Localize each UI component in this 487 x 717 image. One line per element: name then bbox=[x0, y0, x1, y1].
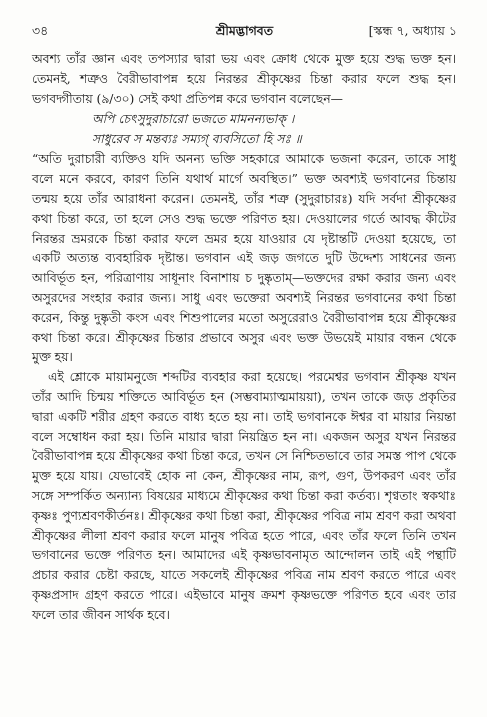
verse-line-1: অপি চেৎসুদুরাচারো ভজতে মামনন্যভাক্ । bbox=[92, 112, 295, 127]
verse-line-2: সাধুরেব স মন্তব্যঃ সম্যগ্ ব্যবসিতো হি সঃ ॥ bbox=[92, 131, 302, 146]
verse-quote bbox=[92, 110, 456, 149]
paragraph-translation: “অতি দুরাচারী ব্যক্তিও যদি অনন্য ভক্তি সহকারে আমাকে ভজনা করেন, তাকে সাধু বলে মনে করবে, কারণ তিনি যথার্থ মার্গে অবস্থিত।” ভক্ত অবশ্যই ভগবানের চিন্তায় তন্ময় হয়ে তাঁর আরাধনা করেন। তেমনই, তাঁর শত্রু (সুদুরাচারঃ) যদি সর্বদা শ্রীকৃষ্ণের কথা চিন্তা করে, তা হলে সেও শুদ্ধ ভক্তে পরিণত হয়। দেওয়ালের গর্তে আবদ্ধ কীটের নিরন্তর ভ্রমরকে চিন্তা করার ফলে ভ্রমর হয়ে যাওয়ার যে দৃষ্টান্তটি দেওয়া হয়েছে, তা একটি অত্যন্ত ব্যবহারিক দৃষ্টান্ত। ভগবান এই জড় জগতে দুটি উদ্দেশ্য সাধনের জন্য আবির্ভূত হন, পরিত্রাণায় সাধূনাং বিনাশায় চ দুষ্কৃতাম্—ভক্তদের রক্ষা করার জন্য এবং অসুরদের সংহার করার জন্য। সাধু এবং ভক্তেরা অবশ্যই নিরন্তর ভগবানের কথা চিন্তা করেন, কিন্তু দুষ্কৃতী কংস এবং শিশুপালের মতো অসুরেরাও বৈরীভাবাপন্ন হয়ে শ্রীকৃষ্ণের কথা চিন্তা করে। শ্রীকৃষ্ণের চিন্তার প্রভাবে অসুর এবং ভক্ত উভয়েই মায়ার বন্ধন থেকে মুক্ত হয়। bbox=[32, 152, 456, 365]
paragraph-explanation: এই শ্লোকে মায়ামনুজে শব্দটির ব্যবহার করা হয়েছে। পরমেশ্বর ভগবান শ্রীকৃষ্ণ যখন তাঁর আদি চিন্ময় শক্তিতে আবির্ভূত হন (সম্ভবাম্যাত্মমায়য়া), তখন তাকে জড় প্রকৃতির দ্বারা একটি শরীর গ্রহণ করতে বাধ্য হতে হয় না। তাই ভগবানকে ঈশ্বর বা মায়ার নিয়ন্তা বলে সম্বোধন করা হয়। তিনি মায়ার দ্বারা নিয়ন্ত্রিত হন না। একজন অসুর যখন নিরন্তর বৈরীভাবাপন্ন হয়ে শ্রীকৃষ্ণের কথা চিন্তা করে, তখন সে নিশ্চিতভাবে তার সমস্ত পাপ থেকে মুক্ত হয়ে যায়। যেভাবেই হোক না কেন, শ্রীকৃষ্ণের নাম, রূপ, গুণ, উপকরণ এবং তাঁর সঙ্গে সম্পর্কিত অন্যান্য বিষয়ের মাধ্যমে শ্রীকৃষ্ণের কথা চিন্তা করা কর্তব্য। শৃণ্বতাং স্বকথাঃ কৃষ্ণঃ পুণ্যশ্রবণকীর্তনঃ। শ্রীকৃষ্ণের কথা চিন্তা করা, শ্রীকৃষ্ণের পবিত্র নাম শ্রবণ করা অথবা শ্রীকৃষ্ণের লীলা শ্রবণ করার ফলে মানুষ পবিত্র হতে পারে, এবং তাঁর ফলে তিনি তখন ভগবানের ভক্তে পরিণত হন। আমাদের এই কৃষ্ণভাবনামৃত আন্দোলন তাই এই পন্থাটি প্রচার করার চেষ্টা করছে, যাতে সকলেই শ্রীকৃষ্ণের পবিত্র নাম শ্রবণ করতে পারে এবং কৃষ্ণপ্রসাদ গ্রহণ করতে পারে। এইভাবে মানুষ ক্রমশ কৃষ্ণভক্তে পরিণত হবে এবং তার ফলে তার জীবন সার্থক হবে। bbox=[32, 370, 456, 622]
section-reference: [স্কন্ধ ৭, অধ্যায় ১ bbox=[368, 23, 457, 38]
page-number: ৩৪ bbox=[32, 23, 49, 38]
page-header bbox=[32, 20, 457, 42]
body-text bbox=[32, 50, 456, 626]
running-title: শ্রীমদ্ভাগবত bbox=[215, 23, 274, 38]
paragraph-intro: অবশ্য তাঁর জ্ঞান এবং তপস্যার দ্বারা ভয় এবং ক্রোধ থেকে মুক্ত হয়ে শুদ্ধ ভক্ত হন। তেমনই, শত্রুও বৈরীভাবাপন্ন হয়ে নিরন্তর শ্রীকৃষ্ণের চিন্তা করার ফলে শুদ্ধ হন। ভগবদ্গীতায় (৯/৩০) সেই কথা প্রতিপন্ন করে ভগবান বলেছেন— bbox=[32, 52, 456, 106]
